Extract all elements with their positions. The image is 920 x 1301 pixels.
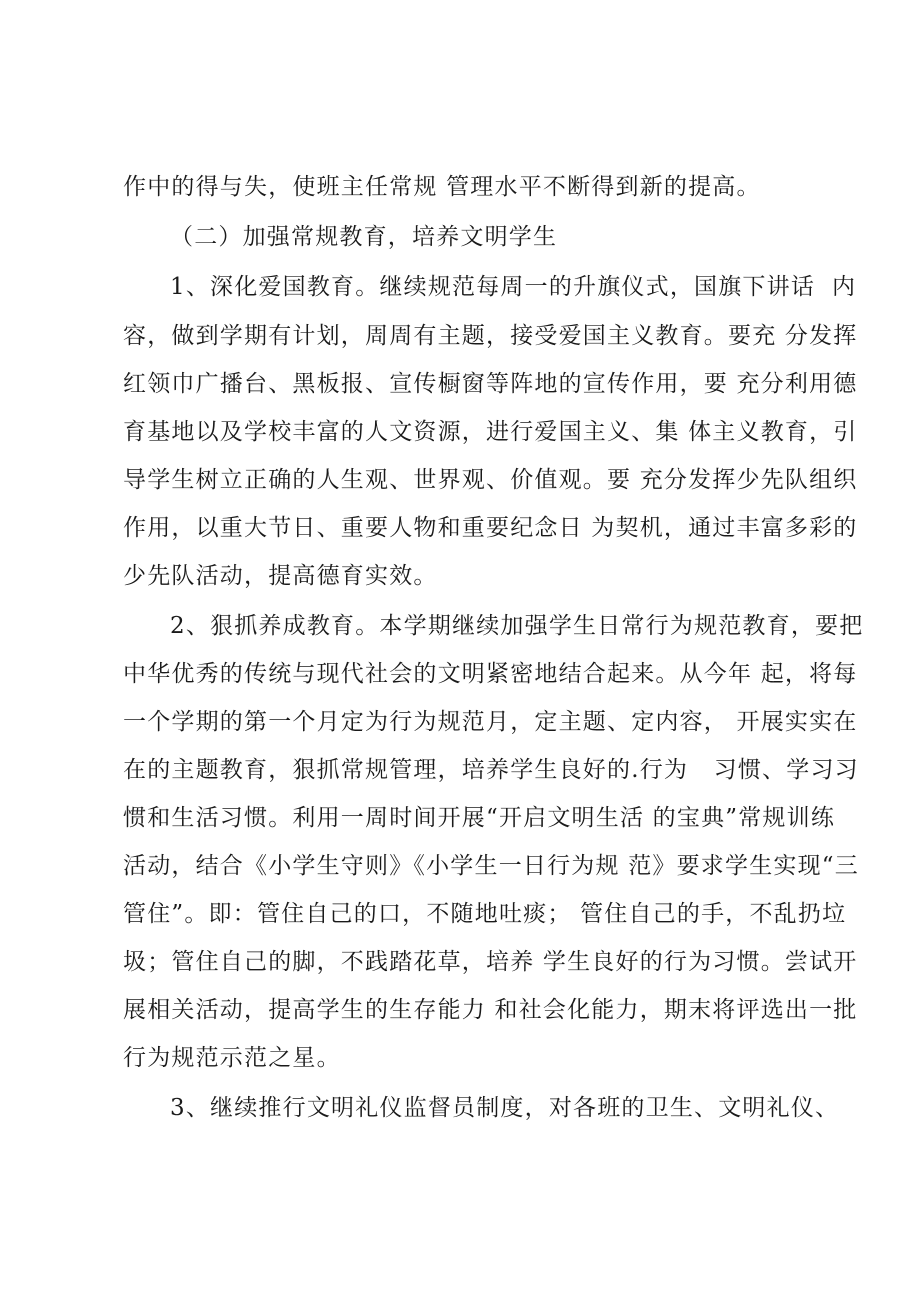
text-line: 活动，结合《小学生守则》《小学生一日行为规 范》要求学生实现“三 [123, 853, 859, 879]
text-line: 育基地以及学校丰富的人文资源，进行爱国主义、集 体主义教育，引 [123, 419, 858, 445]
text-line: 中华优秀的传统与现代社会的文明紧密地结合起来。从今年 起，将每 [123, 661, 858, 687]
text-line: 行为规范示范之星。 [123, 1045, 341, 1071]
text-line: 红领巾广播台、黑板报、宣传橱窗等阵地的宣传作用，要 充分利用德 [123, 371, 858, 397]
text-line: 惯和生活习惯。利用一周时间开展“开启文明生活 的宝典”常规训练 [123, 805, 836, 831]
text-line: 1、深化爱国教育。继续规范每周一的升旗仪式，国旗下讲话 内 [170, 274, 857, 300]
text-line: 圾；管住自己的脚，不践踏花草，培养 学生良好的行为习惯。尝试开 [123, 949, 858, 975]
text-line: 在的主题教育，狠抓常规管理，培养学生良好的.行为 习惯、学习习 [123, 757, 859, 783]
text-line: 导学生树立正确的人生观、世界观、价值观。要 充分发挥少先队组织 [123, 467, 858, 493]
section-heading: （二）加强常规教育，培养文明学生 [170, 224, 558, 250]
text-line: 管住”。即：管住自己的口，不随地吐痰； 管住自己的手，不乱扔垃 [123, 901, 847, 927]
text-line: 3、继续推行文明礼仪监督员制度，对各班的卫生、文明礼仪、 [170, 1095, 840, 1121]
text-line: 作中的得与失，使班主任常规 管理水平不断得到新的提高。 [123, 174, 761, 200]
text-line: 展相关活动，提高学生的生存能力 和社会化能力，期末将评选出一批 [123, 997, 858, 1023]
text-line: 作用，以重大节日、重要人物和重要纪念日 为契机，通过丰富多彩的 [123, 515, 858, 541]
text-line: 一个学期的第一个月定为行为规范月，定主题、定内容， 开展实实在 [123, 709, 858, 735]
text-line: 2、狠抓养成教育。本学期继续加强学生日常行为规范教育，要把 [170, 613, 864, 639]
text-line: 少先队活动，提高德育实效。 [123, 563, 438, 589]
text-line: 容，做到学期有计划，周周有主题，接受爱国主义教育。要充 分发挥 [123, 323, 858, 349]
